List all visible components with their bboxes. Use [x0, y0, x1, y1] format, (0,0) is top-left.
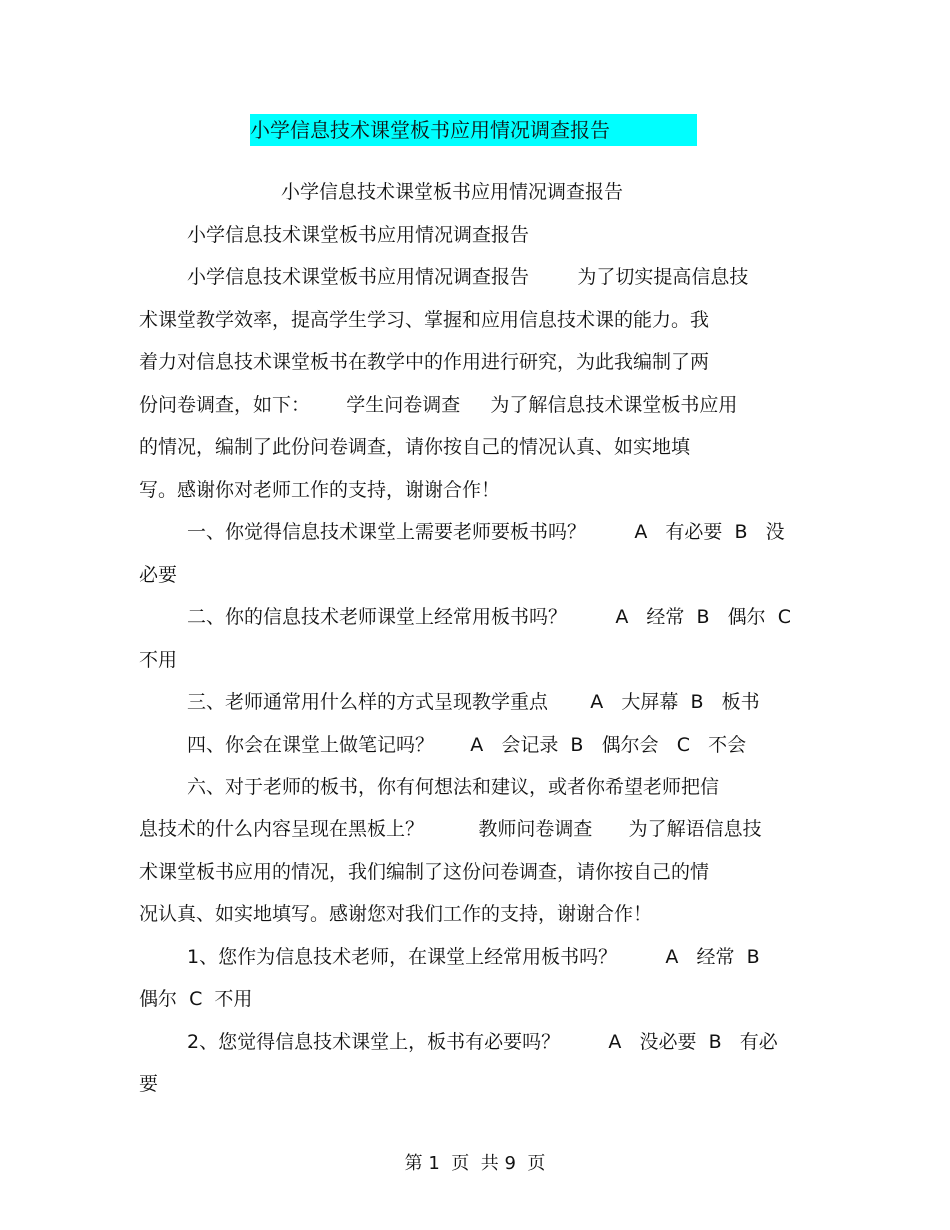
paragraph-line: 着力对信息技术课堂板书在教学中的作用进行研究，为此我编制了两 — [139, 351, 710, 373]
question-line: 1、您作为信息技术老师，在课堂上经常用板书吗？ A 经常 B — [187, 946, 760, 968]
paragraph-line: 息技术的什么内容呈现在黑板上？ 教师问卷调查 为了解语信息技 — [139, 818, 762, 840]
paragraph-line: 小学信息技术课堂板书应用情况调查报告 为了切实提高信息技 — [187, 266, 749, 288]
subtitle-line: 小学信息技术课堂板书应用情况调查报告 — [281, 181, 624, 203]
page-title: 小学信息技术课堂板书应用情况调查报告 — [250, 118, 610, 142]
paragraph-line: 小学信息技术课堂板书应用情况调查报告 — [187, 224, 530, 246]
paragraph-line: 的情况，编制了此份问卷调查，请你按自己的情况认真、如实地填 — [139, 436, 691, 458]
paragraph-line: 写。感谢你对老师工作的支持，谢谢合作！ — [139, 479, 501, 501]
question-line: 不用 — [139, 649, 178, 671]
paragraph-line: 术课堂教学效率，提高学生学习、掌握和应用信息技术课的能力。我 — [139, 309, 710, 331]
paragraph-line: 份问卷调查，如下： 学生问卷调查 为了解信息技术课堂板书应用 — [139, 394, 738, 416]
question-line: 必要 — [139, 564, 178, 586]
paragraph-line: 术课堂板书应用的情况，我们编制了这份问卷调查，请你按自己的情 — [139, 861, 710, 883]
page-number-footer: 第 1 页 共 9 页 — [404, 1153, 546, 1174]
question-line: 2、您觉得信息技术课堂上，板书有必要吗？ A 没必要 B 有必 — [187, 1031, 778, 1053]
question-line: 四、你会在课堂上做笔记吗？ A 会记录 B 偶尔会 C 不会 — [187, 734, 747, 756]
question-line: 三、老师通常用什么样的方式呈现教学重点 A 大屏幕 B 板书 — [187, 691, 760, 713]
question-line: 六、对于老师的板书，你有何想法和建议，或者你希望老师把信 — [187, 776, 720, 798]
question-line: 一、你觉得信息技术课堂上需要老师要板书吗？ A 有必要 B 没 — [187, 521, 785, 543]
question-line: 二、你的信息技术老师课堂上经常用板书吗？ A 经常 B 偶尔 C — [187, 606, 792, 628]
question-line: 要 — [139, 1073, 159, 1095]
paragraph-line: 况认真、如实地填写。感谢您对我们工作的支持，谢谢合作！ — [139, 903, 653, 925]
question-line: 偶尔 C 不用 — [139, 988, 253, 1010]
